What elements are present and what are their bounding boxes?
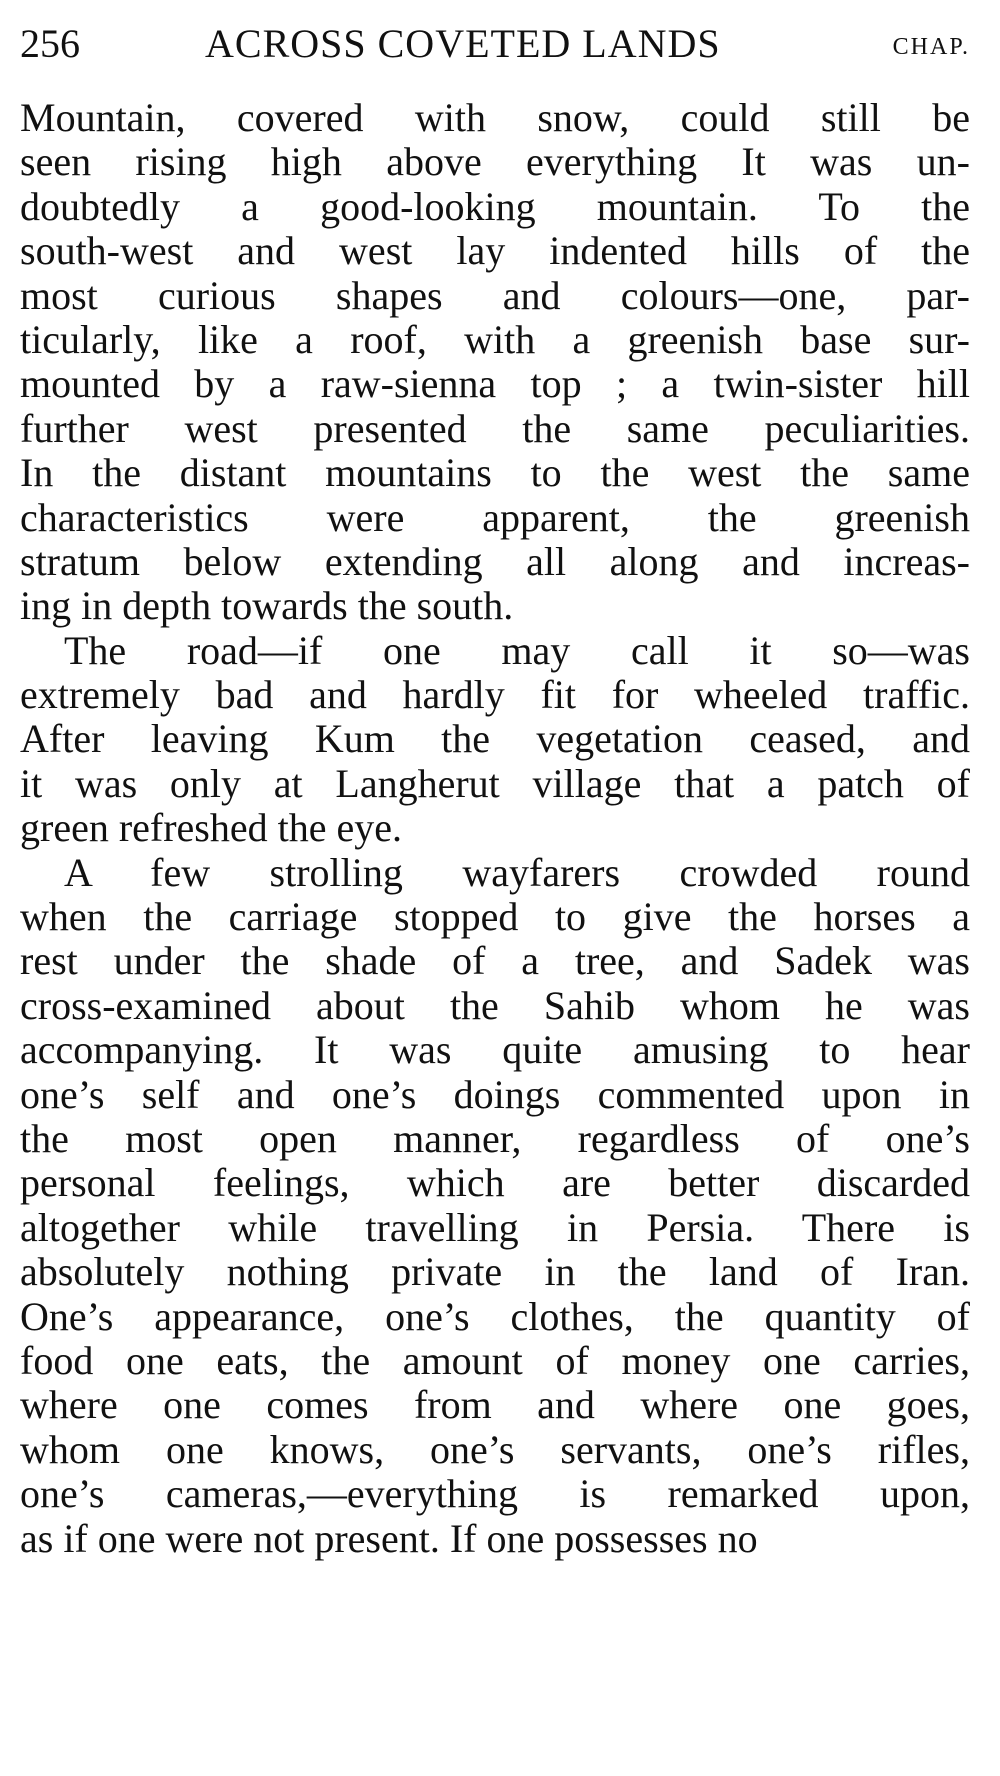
text-line: south-west and west lay indented hills of the [20, 228, 970, 274]
text-line: ticularly, like a roof, with a greenish base sur- [20, 316, 970, 362]
text-line: as if one were not present. If one possesses no [20, 1515, 758, 1561]
text-line: After leaving Kum the vegetation ceased, and [20, 716, 970, 762]
text-line: stratum below extending all along and increas- [20, 538, 970, 584]
text-line: absolutely nothing private in the land of Iran. [20, 1249, 970, 1295]
text-line: rest under the shade of a tree, and Sadek was [20, 938, 970, 984]
text-line: accompanying. It was quite amusing to hear [20, 1027, 970, 1073]
body-text [20, 96, 970, 1561]
text-line: doubtedly a good-looking mountain. To the [20, 183, 970, 229]
text-line: one’s cameras,—everything is remarked upon, [20, 1471, 970, 1517]
paragraph [20, 96, 970, 629]
text-line: one’s self and one’s doings commented upon in [20, 1071, 970, 1117]
text-line: the most open manner, regardless of one’s [20, 1115, 970, 1161]
text-line: A few strolling wayfarers crowded round [64, 849, 970, 895]
running-head [20, 14, 970, 74]
text-line: extremely bad and hardly fit for wheeled traffic. [20, 672, 970, 718]
text-line: it was only at Langherut village that a patch of [20, 760, 970, 806]
text-line: altogether while travelling in Persia. There is [20, 1204, 970, 1250]
text-line: where one comes from and where one goes, [20, 1382, 970, 1428]
text-line: personal feelings, which are better discarded [20, 1160, 970, 1206]
text-line: most curious shapes and colours—one, par- [20, 272, 970, 318]
text-line: One’s appearance, one’s clothes, the quantity of [20, 1293, 970, 1339]
text-line: ing in depth towards the south. [20, 583, 514, 629]
text-line: characteristics were apparent, the greenish [20, 494, 970, 540]
text-line: seen rising high above everything It was un- [20, 139, 970, 185]
text-line: food one eats, the amount of money one carries, [20, 1337, 970, 1383]
text-line: when the carriage stopped to give the horses a [20, 894, 970, 940]
text-line: cross-examined about the Sahib whom he was [20, 982, 970, 1028]
book-title: ACROSS COVETED LANDS [205, 21, 721, 66]
text-line: whom one knows, one’s servants, one’s rifles, [20, 1426, 970, 1472]
text-line: green refreshed the eye. [20, 805, 402, 851]
text-line: In the distant mountains to the west the same [20, 450, 970, 496]
page-number: 256 [20, 21, 80, 66]
paragraph [20, 629, 970, 851]
text-line: further west presented the same peculiarities. [20, 405, 970, 451]
paragraph [20, 851, 970, 1561]
text-line: mounted by a raw-sienna top ; a twin-sister hill [20, 361, 970, 407]
text-line: The road—if one may call it so—was [64, 627, 970, 673]
text-line: Mountain, covered with snow, could still be [20, 95, 970, 140]
chapter-mark: CHAP. [892, 34, 970, 60]
